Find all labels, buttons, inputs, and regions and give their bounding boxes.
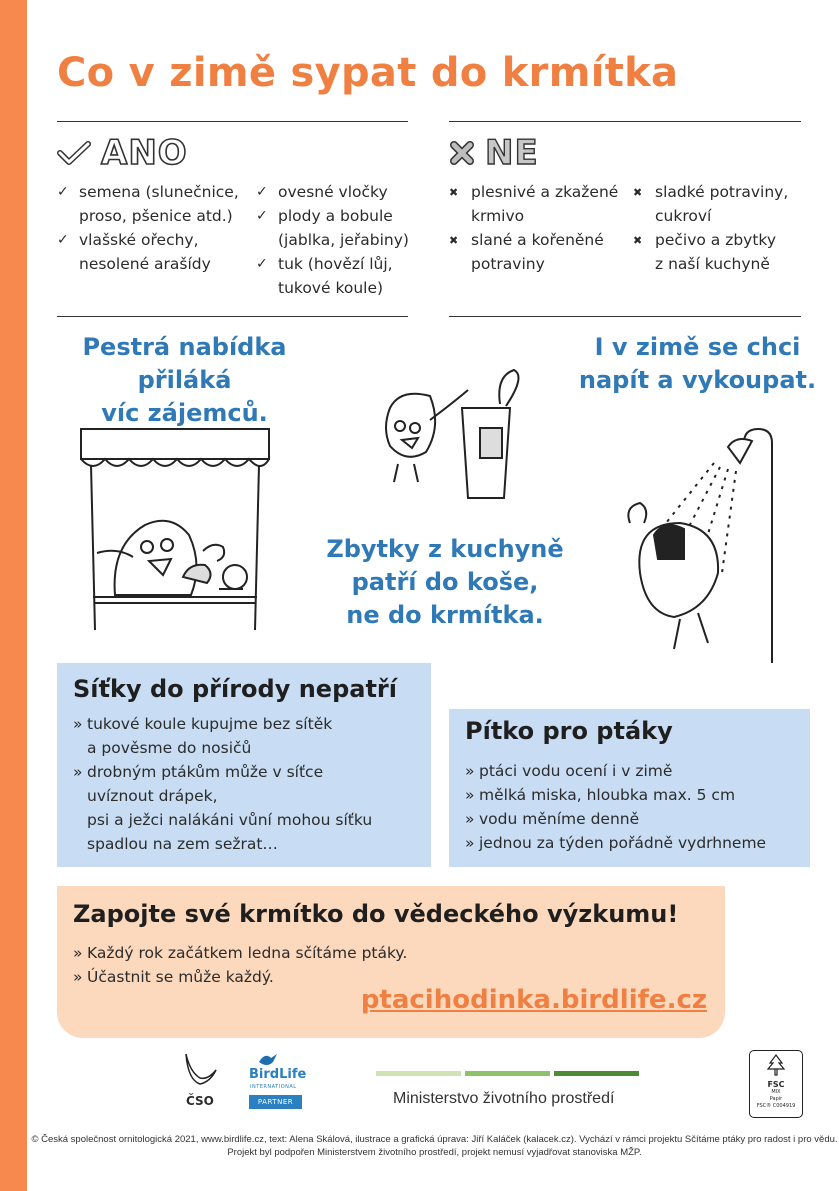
- fsc-code: FSC® C004919: [756, 1103, 796, 1109]
- water-box-title: Pítko pro ptáky: [465, 717, 673, 745]
- water-info-box: [449, 709, 810, 867]
- ministry-bar-dark: [554, 1071, 639, 1076]
- headline-variety: Pestrá nabídka přiláká víc zájemců.: [82, 333, 287, 427]
- netting-info-box: [57, 663, 431, 867]
- list-item-text: drobným ptákům může v síťce uvíznout drápek, psi a ježci nalákáni vůní mohou síťku spadlou na zem sežrat…: [87, 763, 373, 853]
- bathing-bird-shower-illustration: [610, 423, 785, 668]
- cso-logo-text: ČSO: [186, 1094, 214, 1108]
- list-item: [256, 180, 416, 204]
- ne-top-rule: [449, 121, 801, 122]
- list-item-text: pečivo a zbytky z naší kuchyně: [655, 231, 777, 273]
- ne-list-1: [449, 180, 629, 276]
- ptacihodinka-link[interactable]: ptacihodinka.birdlife.cz: [360, 985, 707, 1015]
- chevron-right-icon: »: [73, 715, 83, 733]
- list-item-text: vodu měníme denně: [479, 810, 640, 828]
- list-item: [73, 760, 423, 856]
- bird-and-bin-illustration: [360, 368, 530, 503]
- cso-bird-logo-icon: [180, 1052, 220, 1090]
- page-title: Co v zimě sypat do krmítka: [57, 50, 679, 96]
- list-item-text: sladké potraviny, cukroví: [655, 183, 789, 225]
- ministry-logo-text: Ministerstvo životního prostředí: [393, 1090, 615, 1107]
- list-item-text: tukové koule kupujme bez sítěk a pověsme do nosičů: [87, 715, 333, 757]
- list-item-text: ovesné vločky: [278, 183, 388, 201]
- science-box-title: Zapojte své krmítko do vědeckého výzkumu!: [73, 900, 679, 928]
- list-item: [73, 965, 407, 989]
- footer-support: Projekt byl podpořen Ministerstvem životního prostředí, projekt nemusí vyjadřovat stanoviska MŽP.: [227, 1147, 642, 1158]
- list-item-text: semena (slunečnice, proso, pšenice atd.): [79, 183, 239, 225]
- headline-leftovers: Zbytky z kuchyně patří do koše, ne do krmítka.: [326, 535, 564, 629]
- ne-list-2: [633, 180, 808, 276]
- chevron-right-icon: »: [73, 763, 83, 781]
- fsc-paper: Papír: [769, 1096, 783, 1102]
- list-item: [633, 180, 808, 228]
- water-list: [465, 759, 805, 855]
- list-item-text: jednou za týden pořádně vydrhneme: [479, 834, 767, 852]
- list-item: [465, 759, 805, 783]
- list-item-text: plesnivé a zkažené krmivo: [471, 183, 619, 225]
- orange-side-stripe: [0, 0, 27, 1191]
- checkmark-icon: [57, 140, 91, 166]
- science-info-box: [57, 886, 725, 1038]
- ano-top-rule: [57, 121, 408, 122]
- ministry-bar-mid: [465, 1071, 550, 1076]
- checkmark-icon: ✓: [256, 208, 268, 224]
- list-item: [449, 228, 629, 276]
- fsc-logo: [749, 1050, 803, 1118]
- fsc-tree-icon: [763, 1054, 789, 1076]
- fsc-mix: MIX: [771, 1089, 781, 1095]
- ano-list-1: [57, 180, 252, 276]
- bird-feeder-stall-illustration: [75, 425, 275, 635]
- cross-icon: [449, 140, 475, 166]
- chevron-right-icon: »: [465, 786, 475, 804]
- list-item: [57, 228, 252, 276]
- list-item: [633, 228, 808, 276]
- list-item: [449, 180, 629, 228]
- birdlife-bird-icon: [257, 1052, 279, 1068]
- ne-bottom-rule: [449, 316, 801, 317]
- list-item-text: ptáci vodu ocení i v zimě: [479, 762, 673, 780]
- ano-heading: [57, 133, 188, 173]
- list-item: [256, 252, 416, 300]
- checkmark-icon: ✓: [256, 184, 268, 200]
- ministry-bar-light: [376, 1071, 461, 1076]
- cross-icon: ✖: [633, 186, 643, 199]
- chevron-right-icon: »: [73, 944, 83, 962]
- cross-icon: ✖: [633, 234, 643, 247]
- netting-box-title: Síťky do přírody nepatří: [73, 675, 397, 703]
- chevron-right-icon: »: [465, 834, 475, 852]
- fsc-label: FSC: [767, 1080, 785, 1089]
- list-item: [465, 783, 805, 807]
- ano-list-2: [256, 180, 416, 300]
- list-item-text: Každý rok začátkem ledna sčítáme ptáky.: [87, 944, 408, 962]
- list-item: [465, 831, 805, 855]
- list-item: [256, 204, 416, 252]
- ne-heading: [449, 133, 539, 173]
- cross-icon: ✖: [449, 186, 459, 199]
- birdlife-partner-badge: PARTNER: [249, 1095, 302, 1109]
- ano-bottom-rule: [57, 316, 408, 317]
- checkmark-icon: ✓: [256, 256, 268, 272]
- netting-list: [73, 712, 423, 856]
- ano-label: ANO: [101, 133, 188, 173]
- list-item-text: vlašské ořechy, nesolené arašídy: [79, 231, 211, 273]
- list-item: [73, 941, 407, 965]
- headline-water: I v zimě se chci napít a vykoupat.: [578, 333, 817, 394]
- footer-credits: © Česká společnost ornitologická 2021, www.birdlife.cz, text: Alena Skálová, ilustrace a grafická úprava: Jiří Kaláček (kalacek.cz). Vychází v rámci projektu Sčítáme ptáky pro radost i pro vědu.: [31, 1134, 838, 1145]
- birdlife-logo-sub: INTERNATIONAL: [250, 1084, 297, 1090]
- checkmark-icon: ✓: [57, 232, 69, 248]
- chevron-right-icon: »: [465, 762, 475, 780]
- chevron-right-icon: »: [73, 968, 83, 986]
- list-item: [57, 180, 252, 228]
- cross-icon: ✖: [449, 234, 459, 247]
- chevron-right-icon: »: [465, 810, 475, 828]
- list-item: [465, 807, 805, 831]
- ne-label: NE: [485, 133, 539, 173]
- checkmark-icon: ✓: [57, 184, 69, 200]
- birdlife-logo-name: BirdLife: [249, 1067, 307, 1082]
- list-item-text: tuk (hovězí lůj, tukové koule): [278, 255, 393, 297]
- list-item-text: mělká miska, hloubka max. 5 cm: [479, 786, 736, 804]
- science-list: [73, 941, 407, 989]
- list-item-text: plody a bobule (jablka, jeřabiny): [278, 207, 409, 249]
- list-item-text: slané a kořeněné potraviny: [471, 231, 604, 273]
- list-item: [73, 712, 423, 760]
- list-item-text: Účastnit se může každý.: [87, 968, 274, 986]
